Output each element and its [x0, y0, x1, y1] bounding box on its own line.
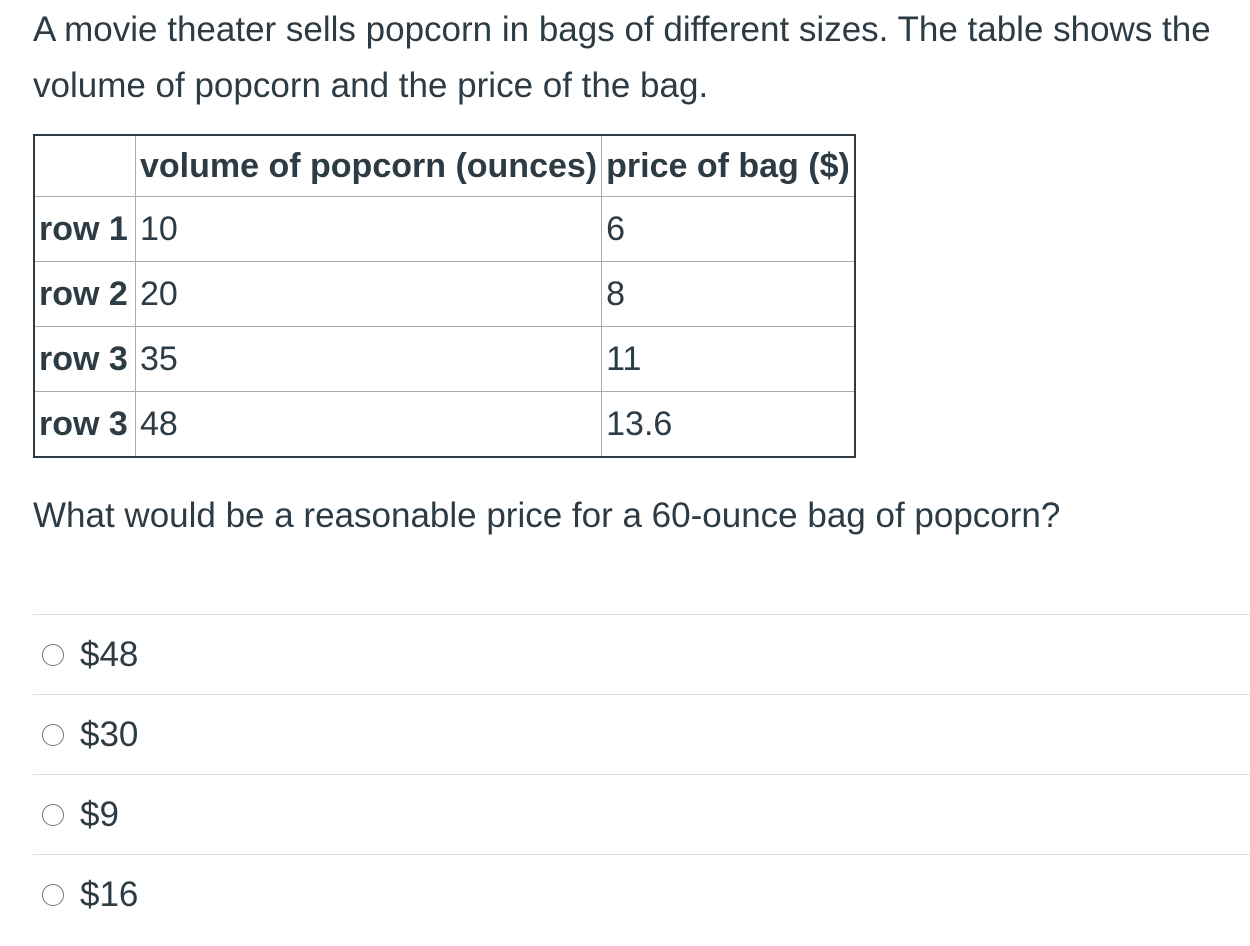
row-label: row 3: [34, 327, 136, 392]
table-row: [34, 262, 855, 327]
price-cell: 8: [602, 262, 855, 327]
table-header-row: [34, 135, 855, 197]
volume-cell: 48: [136, 392, 602, 458]
radio-button[interactable]: [42, 804, 64, 826]
answer-option-30[interactable]: [33, 694, 1250, 774]
answer-label[interactable]: $16: [80, 874, 139, 914]
popcorn-table: [33, 134, 856, 458]
radio-button[interactable]: [42, 724, 64, 746]
answer-option-9[interactable]: [33, 774, 1250, 854]
table-row: [34, 197, 855, 262]
row-label: row 3: [34, 392, 136, 458]
table-row: [34, 392, 855, 458]
answer-option-16[interactable]: [33, 854, 1250, 934]
column-header-volume: volume of popcorn (ounces): [136, 135, 602, 197]
table-row: [34, 327, 855, 392]
table-corner-cell: [34, 135, 136, 197]
question-prompt: What would be a reasonable price for a 60-ounce bag of popcorn?: [33, 496, 1061, 535]
answer-label[interactable]: $9: [80, 794, 119, 834]
answer-option-48[interactable]: [33, 614, 1250, 694]
price-cell: 11: [602, 327, 855, 392]
volume-cell: 35: [136, 327, 602, 392]
volume-cell: 20: [136, 262, 602, 327]
answer-label[interactable]: $30: [80, 714, 139, 754]
column-header-price: price of bag ($): [602, 135, 855, 197]
radio-button[interactable]: [42, 644, 64, 666]
volume-cell: 10: [136, 197, 602, 262]
price-cell: 6: [602, 197, 855, 262]
question-intro: A movie theater sells popcorn in bags of different sizes. The table shows the volume of popcorn and the price of the bag.: [33, 10, 1211, 105]
row-label: row 1: [34, 197, 136, 262]
answer-label[interactable]: $48: [80, 634, 139, 674]
row-label: row 2: [34, 262, 136, 327]
answer-list: [33, 614, 1250, 934]
price-cell: 13.6: [602, 392, 855, 458]
radio-button[interactable]: [42, 884, 64, 906]
